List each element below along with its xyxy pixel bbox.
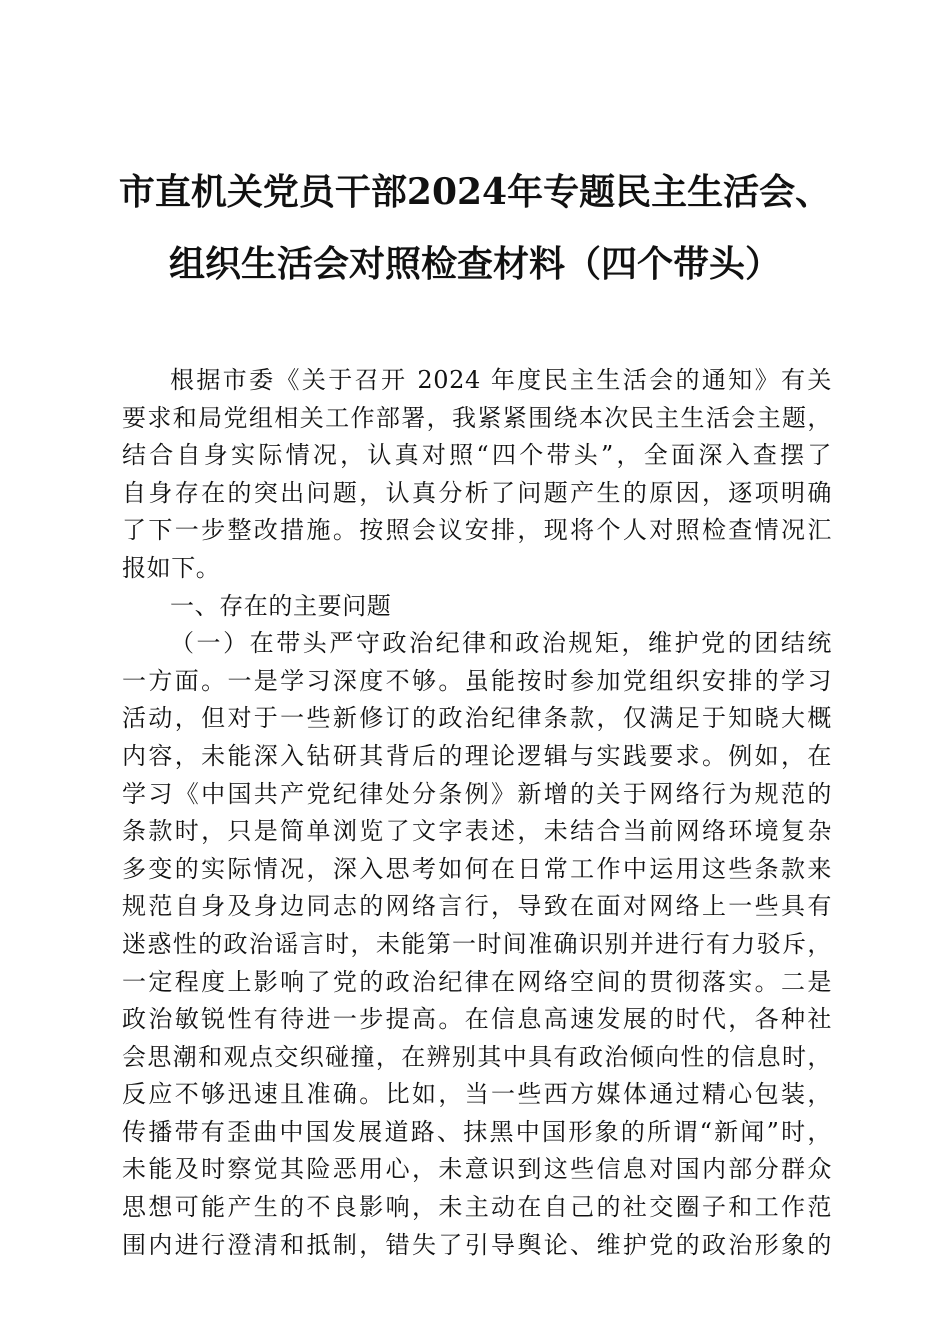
body-line: 传播带有歪曲中国发展道路、抹黑中国形象的所谓“新闻”时，	[122, 1117, 832, 1146]
body-line: 学习《中国共产党纪律处分条例》新增的关于网络行为规范的	[122, 779, 832, 808]
body-line: （一）在带头严守政治纪律和政治规矩，维护党的团结统	[170, 629, 832, 658]
body-line: 一方面。一是学习深度不够。虽能按时参加党组织安排的学习	[122, 666, 832, 695]
body-line: 活动，但对于一些新修订的政治纪律条款，仅满足于知晓大概	[122, 704, 832, 733]
body-line: 围内进行澄清和抵制，错失了引导舆论、维护党的政治形象的	[122, 1230, 832, 1259]
section-heading: 一、存在的主要问题	[170, 591, 392, 620]
body-line: 一定程度上影响了党的政治纪律在网络空间的贯彻落实。二是	[122, 967, 832, 996]
body-line: 未能及时察觉其险恶用心，未意识到这些信息对国内部分群众	[122, 1155, 832, 1184]
intro-line: 报如下。	[122, 553, 221, 582]
body-line: 规范自身及身边同志的网络言行，导致在面对网络上一些具有	[122, 892, 832, 921]
intro-line: 根据市委《关于召开 2024 年度民主生活会的通知》有关	[170, 366, 832, 394]
body-line: 反应不够迅速且准确。比如，当一些西方媒体通过精心包装，	[122, 1080, 832, 1109]
body-line: 内容，未能深入钻研其背后的理论逻辑与实践要求。例如，在	[122, 741, 832, 770]
intro-line: 要求和局党组相关工作部署，我紧紧围绕本次民主生活会主题，	[122, 403, 832, 432]
body-line: 条款时，只是简单浏览了文字表述，未结合当前网络环境复杂	[122, 817, 832, 846]
body-line: 会思潮和观点交织碰撞，在辨别其中具有政治倾向性的信息时，	[122, 1042, 832, 1071]
document-title-line-1: 市直机关党员干部2024年专题民主生活会、	[118, 171, 832, 213]
intro-line: 结合自身实际情况，认真对照“四个带头”，全面深入查摆了	[122, 441, 832, 470]
document-title-line-2: 组织生活会对照检查材料（四个带头）	[168, 243, 781, 285]
body-line: 思想可能产生的不良影响，未主动在自己的社交圈子和工作范	[122, 1193, 832, 1222]
intro-line: 自身存在的突出问题，认真分析了问题产生的原因，逐项明确	[122, 478, 832, 507]
body-line: 多变的实际情况，深入思考如何在日常工作中运用这些条款来	[122, 854, 832, 883]
body-line: 迷惑性的政治谣言时，未能第一时间准确识别并进行有力驳斥，	[122, 929, 832, 958]
body-line: 政治敏锐性有待进一步提高。在信息高速发展的时代，各种社	[122, 1005, 832, 1034]
intro-line: 了下一步整改措施。按照会议安排，现将个人对照检查情况汇	[122, 516, 832, 545]
intro-paragraph	[122, 362, 832, 1264]
